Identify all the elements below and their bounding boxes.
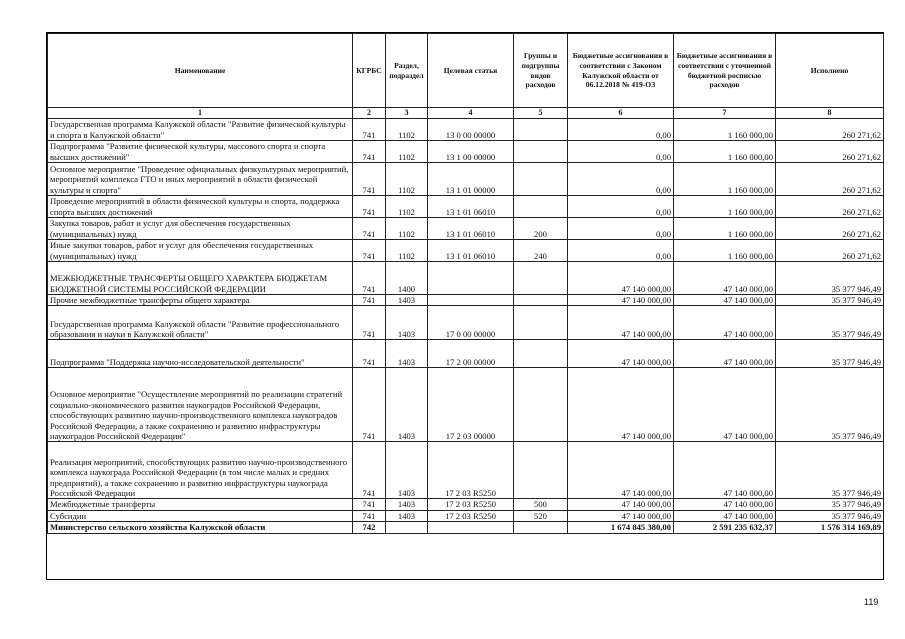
row-law-amount-cell: 47 140 000,00 bbox=[568, 306, 674, 340]
row-target-cell: 13 1 01 06010 bbox=[428, 196, 514, 218]
row-name-cell: Основное мероприятие "Осуществление мероприятий по реализации стратегий социально-экономического развития наукоградов Российской Федерации, способствующих развитию научно-производственного комплекса наукоградов Российской Федерации, а также сохранению и развитию инфраструктуры наукоградов Российской Федерации" bbox=[48, 368, 353, 442]
row-target-cell: 17 2 03 00000 bbox=[428, 368, 514, 442]
column-number: 3 bbox=[386, 108, 428, 119]
row-executed-amount-cell: 35 377 946,49 bbox=[776, 340, 884, 368]
row-group-cell bbox=[514, 141, 568, 163]
header-row bbox=[48, 34, 884, 108]
row-name-cell: Субсидии bbox=[48, 510, 353, 521]
row-group-cell bbox=[514, 340, 568, 368]
row-law-amount-cell: 47 140 000,00 bbox=[568, 442, 674, 499]
header-executed: Исполнено bbox=[776, 34, 884, 108]
row-revised-amount-cell: 1 160 000,00 bbox=[674, 163, 776, 196]
row-target-cell: 17 2 00 00000 bbox=[428, 340, 514, 368]
row-section-cell: 1102 bbox=[386, 196, 428, 218]
row-revised-amount-cell: 1 160 000,00 bbox=[674, 218, 776, 240]
row-revised-amount-cell: 47 140 000,00 bbox=[674, 340, 776, 368]
row-target-cell bbox=[428, 522, 514, 533]
row-group-cell: 500 bbox=[514, 499, 568, 510]
table-row bbox=[48, 119, 884, 141]
row-group-cell bbox=[514, 442, 568, 499]
row-law-amount-cell: 47 140 000,00 bbox=[568, 368, 674, 442]
row-executed-amount-cell: 260 271,62 bbox=[776, 119, 884, 141]
row-name-cell: Прочие межбюджетные трансферты общего характера bbox=[48, 295, 353, 306]
row-target-cell: 17 2 03 R5250 bbox=[428, 510, 514, 521]
row-section-cell: 1403 bbox=[386, 340, 428, 368]
row-law-amount-cell: 47 140 000,00 bbox=[568, 262, 674, 295]
row-name-cell: Государственная программа Калужской области "Развитие физической культуры и спорта в Калужской области" bbox=[48, 119, 353, 141]
row-kgrbs-cell: 741 bbox=[353, 442, 386, 499]
column-number: 4 bbox=[428, 108, 514, 119]
row-law-amount-cell: 0,00 bbox=[568, 196, 674, 218]
row-law-amount-cell: 0,00 bbox=[568, 163, 674, 196]
header-groups: Группы и подгруппы видов расходов bbox=[514, 34, 568, 108]
row-executed-amount-cell: 35 377 946,49 bbox=[776, 499, 884, 510]
table-row bbox=[48, 306, 884, 340]
header-law: Бюджетные ассигнования в соответствии с Законом Калужской области от 06.12.2018 № 419-ОЗ bbox=[568, 34, 674, 108]
row-group-cell bbox=[514, 196, 568, 218]
table-row bbox=[48, 141, 884, 163]
row-executed-amount-cell: 260 271,62 bbox=[776, 240, 884, 262]
row-kgrbs-cell: 741 bbox=[353, 510, 386, 521]
row-law-amount-cell: 47 140 000,00 bbox=[568, 510, 674, 521]
row-name-cell: Закупка товаров, работ и услуг для обеспечения государственных (муниципальных) нужд bbox=[48, 218, 353, 240]
row-kgrbs-cell: 741 bbox=[353, 295, 386, 306]
row-revised-amount-cell: 1 160 000,00 bbox=[674, 240, 776, 262]
row-executed-amount-cell: 35 377 946,49 bbox=[776, 442, 884, 499]
row-kgrbs-cell: 741 bbox=[353, 340, 386, 368]
table-row bbox=[48, 368, 884, 442]
header-name: Наименование bbox=[48, 34, 353, 108]
row-group-cell: 240 bbox=[514, 240, 568, 262]
row-revised-amount-cell: 2 591 235 632,37 bbox=[674, 522, 776, 533]
row-executed-amount-cell: 35 377 946,49 bbox=[776, 306, 884, 340]
row-target-cell bbox=[428, 262, 514, 295]
row-name-cell: Межбюджетные трансферты bbox=[48, 499, 353, 510]
row-target-cell: 17 0 00 00000 bbox=[428, 306, 514, 340]
row-name-cell: МЕЖБЮДЖЕТНЫЕ ТРАНСФЕРТЫ ОБЩЕГО ХАРАКТЕРА БЮДЖЕТАМ БЮДЖЕТНОЙ СИСТЕМЫ РОССИЙСКОЙ ФЕДЕРАЦИИ bbox=[48, 262, 353, 295]
row-group-cell bbox=[514, 306, 568, 340]
column-number: 1 bbox=[48, 108, 353, 119]
row-executed-amount-cell: 260 271,62 bbox=[776, 218, 884, 240]
table-row bbox=[48, 442, 884, 499]
header-target: Целевая статья bbox=[428, 34, 514, 108]
row-law-amount-cell: 1 674 845 380,00 bbox=[568, 522, 674, 533]
row-target-cell: 13 1 01 06010 bbox=[428, 218, 514, 240]
row-revised-amount-cell: 47 140 000,00 bbox=[674, 442, 776, 499]
row-revised-amount-cell: 1 160 000,00 bbox=[674, 119, 776, 141]
row-law-amount-cell: 47 140 000,00 bbox=[568, 295, 674, 306]
row-revised-amount-cell: 47 140 000,00 bbox=[674, 306, 776, 340]
row-law-amount-cell: 47 140 000,00 bbox=[568, 499, 674, 510]
row-revised-amount-cell: 1 160 000,00 bbox=[674, 196, 776, 218]
header-section: Раздел, подраздел bbox=[386, 34, 428, 108]
row-executed-amount-cell: 35 377 946,49 bbox=[776, 368, 884, 442]
row-kgrbs-cell: 741 bbox=[353, 163, 386, 196]
row-section-cell: 1102 bbox=[386, 163, 428, 196]
row-section-cell bbox=[386, 522, 428, 533]
row-section-cell: 1403 bbox=[386, 306, 428, 340]
row-kgrbs-cell: 741 bbox=[353, 499, 386, 510]
row-name-cell: Основное мероприятие "Проведение официальных физкультурных мероприятий, мероприятий комплекса ГТО и иных мероприятий в области физической культуры и спорта" bbox=[48, 163, 353, 196]
row-name-cell: Государственная программа Калужской области "Развитие профессионального образования и науки в Калужской области" bbox=[48, 306, 353, 340]
row-kgrbs-cell: 741 bbox=[353, 262, 386, 295]
row-target-cell: 13 0 00 00000 bbox=[428, 119, 514, 141]
row-kgrbs-cell: 741 bbox=[353, 196, 386, 218]
row-target-cell: 17 2 03 R5250 bbox=[428, 499, 514, 510]
row-group-cell bbox=[514, 163, 568, 196]
row-target-cell: 17 2 03 R5250 bbox=[428, 442, 514, 499]
table-row bbox=[48, 522, 884, 533]
column-number: 6 bbox=[568, 108, 674, 119]
row-kgrbs-cell: 741 bbox=[353, 368, 386, 442]
row-name-cell: Министерство сельского хозяйства Калужской области bbox=[48, 522, 353, 533]
row-law-amount-cell: 0,00 bbox=[568, 141, 674, 163]
row-target-cell: 13 1 01 00000 bbox=[428, 163, 514, 196]
header-revised: Бюджетные ассигнования в соответствии с уточненной бюджетной росписью расходов bbox=[674, 34, 776, 108]
budget-table bbox=[47, 33, 884, 534]
row-section-cell: 1403 bbox=[386, 295, 428, 306]
row-law-amount-cell: 0,00 bbox=[568, 218, 674, 240]
page-number: 119 bbox=[864, 597, 879, 607]
row-group-cell bbox=[514, 119, 568, 141]
row-target-cell: 13 1 00 00000 bbox=[428, 141, 514, 163]
row-kgrbs-cell: 741 bbox=[353, 141, 386, 163]
row-group-cell bbox=[514, 522, 568, 533]
table-row bbox=[48, 510, 884, 521]
header-kgrbs: КГРБС bbox=[353, 34, 386, 108]
row-revised-amount-cell: 47 140 000,00 bbox=[674, 262, 776, 295]
row-executed-amount-cell: 35 377 946,49 bbox=[776, 510, 884, 521]
row-name-cell: Подпрограмма "Развитие физической культуры, массового спорта и спорта высших достижений" bbox=[48, 141, 353, 163]
row-kgrbs-cell: 741 bbox=[353, 240, 386, 262]
column-number: 2 bbox=[353, 108, 386, 119]
row-kgrbs-cell: 741 bbox=[353, 119, 386, 141]
row-revised-amount-cell: 47 140 000,00 bbox=[674, 499, 776, 510]
row-executed-amount-cell: 1 576 314 169,89 bbox=[776, 522, 884, 533]
column-number: 8 bbox=[776, 108, 884, 119]
table-row bbox=[48, 499, 884, 510]
row-revised-amount-cell: 47 140 000,00 bbox=[674, 295, 776, 306]
row-kgrbs-cell: 741 bbox=[353, 218, 386, 240]
column-number: 7 bbox=[674, 108, 776, 119]
row-executed-amount-cell: 35 377 946,49 bbox=[776, 262, 884, 295]
row-executed-amount-cell: 35 377 946,49 bbox=[776, 295, 884, 306]
row-name-cell: Иные закупки товаров, работ и услуг для обеспечения государственных (муниципальных) нужд bbox=[48, 240, 353, 262]
row-group-cell bbox=[514, 295, 568, 306]
row-law-amount-cell: 47 140 000,00 bbox=[568, 340, 674, 368]
row-section-cell: 1400 bbox=[386, 262, 428, 295]
row-name-cell: Реализация мероприятий, способствующих развитию научно-производственного комплекса наукограда Российской Федерации (в том числе малых и средних предприятий), а также сохранению и развитию инфраструктуры наукограда Российской Федерации bbox=[48, 442, 353, 499]
row-revised-amount-cell: 47 140 000,00 bbox=[674, 368, 776, 442]
row-law-amount-cell: 0,00 bbox=[568, 119, 674, 141]
row-group-cell: 200 bbox=[514, 218, 568, 240]
table-row bbox=[48, 295, 884, 306]
row-group-cell bbox=[514, 262, 568, 295]
row-executed-amount-cell: 260 271,62 bbox=[776, 163, 884, 196]
table-row bbox=[48, 262, 884, 295]
column-number: 5 bbox=[514, 108, 568, 119]
row-section-cell: 1102 bbox=[386, 119, 428, 141]
table-row bbox=[48, 218, 884, 240]
row-section-cell: 1403 bbox=[386, 368, 428, 442]
row-section-cell: 1403 bbox=[386, 442, 428, 499]
row-section-cell: 1102 bbox=[386, 141, 428, 163]
row-executed-amount-cell: 260 271,62 bbox=[776, 196, 884, 218]
row-target-cell: 13 1 01 06010 bbox=[428, 240, 514, 262]
row-law-amount-cell: 0,00 bbox=[568, 240, 674, 262]
row-group-cell bbox=[514, 368, 568, 442]
row-target-cell bbox=[428, 295, 514, 306]
row-group-cell: 520 bbox=[514, 510, 568, 521]
row-kgrbs-cell: 742 bbox=[353, 522, 386, 533]
row-section-cell: 1102 bbox=[386, 240, 428, 262]
row-name-cell: Подпрограмма "Поддержка научно-исследовательской деятельности" bbox=[48, 340, 353, 368]
table-row bbox=[48, 240, 884, 262]
row-name-cell: Проведение мероприятий в области физической культуры и спорта, поддержка спорта высших достижений bbox=[48, 196, 353, 218]
row-section-cell: 1403 bbox=[386, 499, 428, 510]
row-revised-amount-cell: 47 140 000,00 bbox=[674, 510, 776, 521]
row-kgrbs-cell: 741 bbox=[353, 306, 386, 340]
row-section-cell: 1102 bbox=[386, 218, 428, 240]
row-section-cell: 1403 bbox=[386, 510, 428, 521]
table-row bbox=[48, 163, 884, 196]
table-row bbox=[48, 340, 884, 368]
table-row bbox=[48, 196, 884, 218]
column-number-row bbox=[48, 108, 884, 119]
row-executed-amount-cell: 260 271,62 bbox=[776, 141, 884, 163]
row-revised-amount-cell: 1 160 000,00 bbox=[674, 141, 776, 163]
